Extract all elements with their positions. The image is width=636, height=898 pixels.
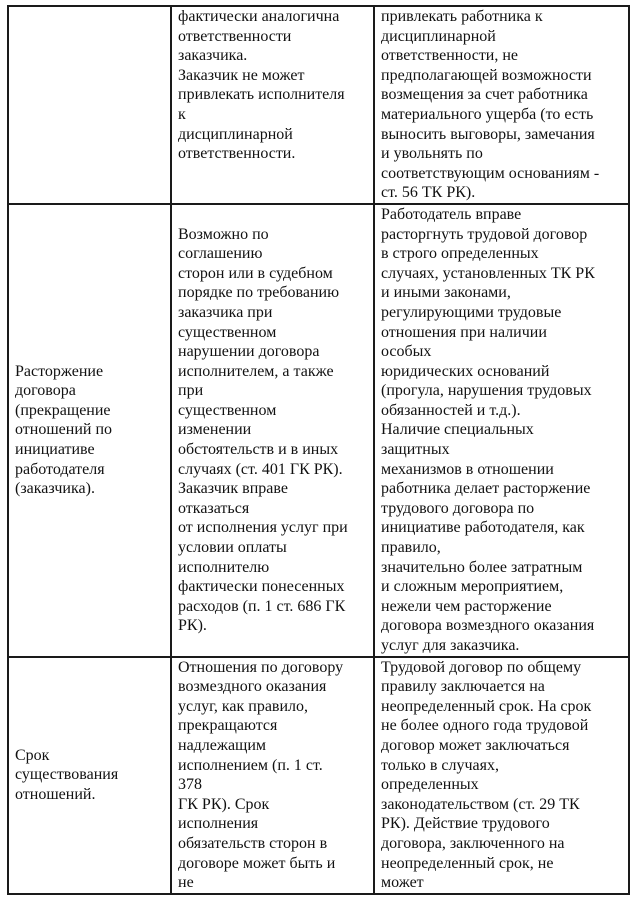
cell-text-line: нарушении договора bbox=[178, 343, 320, 361]
cell-text-line: соглашению bbox=[178, 245, 263, 263]
cell-text-line: исполнением (п. 1 ст. bbox=[178, 756, 323, 774]
cell-text-line: сторон или в судебном bbox=[178, 264, 333, 282]
cell-text-line: расторгнуть трудовой договор bbox=[381, 225, 588, 243]
cell-text-line: договор может заключаться bbox=[381, 736, 570, 754]
cell-text-line: определенных bbox=[381, 776, 479, 794]
cell-text-line: к bbox=[178, 105, 186, 123]
cell-text-line: порядке по требованию bbox=[178, 284, 340, 302]
cell-text-line: РК). bbox=[178, 617, 207, 635]
cell-text-line: Расторжение bbox=[15, 362, 104, 380]
cell-text-line: договора, заключенного на bbox=[381, 834, 565, 852]
cell-text-line: выносить выговоры, замечания bbox=[381, 125, 595, 143]
table-row-termination bbox=[8, 204, 629, 657]
cell-text-line: Наличие специальных bbox=[381, 421, 534, 439]
cell-text-line: фактически аналогична bbox=[178, 8, 340, 25]
cell-text-line: работника делает расторжение bbox=[381, 480, 591, 498]
cell-text-line: исполнителю bbox=[178, 558, 270, 576]
cell-text-line: заказчика. bbox=[178, 47, 248, 65]
labor-contract-cell bbox=[374, 204, 629, 657]
table-row-duration bbox=[8, 657, 629, 894]
cell-text-line: привлекать исполнителя bbox=[178, 86, 345, 104]
cell-text-line: условии оплаты bbox=[178, 539, 287, 557]
cell-text-line: работодателя bbox=[15, 460, 105, 478]
cell-text-line: ст. 56 ТК РК). bbox=[381, 184, 476, 202]
cell-text-line: предполагающей возможности bbox=[381, 66, 592, 84]
criterion-cell bbox=[8, 6, 171, 204]
cell-text-line: услуг, как правило, bbox=[178, 697, 309, 715]
cell-text-line: ответственности, не bbox=[381, 47, 519, 65]
cell-text-line: не bbox=[178, 874, 194, 892]
cell-text-line: Работодатель вправе bbox=[381, 205, 522, 223]
cell-text-line: 378 bbox=[178, 776, 202, 794]
cell-text-line: не более одного года трудовой bbox=[381, 717, 589, 735]
cell-text-line: защитных bbox=[381, 441, 450, 459]
cell-text-line: заказчика при bbox=[178, 303, 273, 321]
table-row-disciplinary bbox=[8, 6, 629, 204]
cell-text-line: Отношения по договору bbox=[178, 658, 344, 676]
criterion-cell bbox=[8, 657, 171, 894]
cell-text-line: соответствующим основаниям - bbox=[381, 164, 600, 182]
cell-text-line: правило, bbox=[381, 539, 441, 557]
cell-text-line: обязательств сторон в bbox=[178, 834, 328, 852]
cell-text-line: исполнителем, а также bbox=[178, 362, 334, 380]
cell-text-line: может bbox=[381, 874, 424, 892]
cell-text-line: ответственности bbox=[178, 27, 292, 45]
cell-text-line: трудового договора по bbox=[381, 499, 535, 517]
cell-text-line: Возможно по bbox=[178, 225, 269, 243]
comparison-table bbox=[7, 5, 630, 895]
cell-text-line: изменении bbox=[178, 421, 252, 439]
labor-contract-cell bbox=[374, 6, 629, 204]
cell-text-line: договора bbox=[15, 382, 76, 400]
cell-text-line: и сложным мероприятием, bbox=[381, 578, 564, 596]
cell-text-line: фактически понесенных bbox=[178, 578, 345, 596]
cell-text-line: правилу заключается на bbox=[381, 678, 545, 696]
services-contract-cell bbox=[171, 657, 374, 894]
cell-text-line: отношений по bbox=[15, 421, 113, 439]
cell-text-line: дисциплинарной bbox=[381, 27, 496, 45]
cell-text-line: отказаться bbox=[178, 499, 250, 517]
cell-text-line: (прогула, нарушения трудовых bbox=[381, 382, 592, 400]
cell-text-line: надлежащим bbox=[178, 736, 267, 754]
criterion-cell bbox=[8, 204, 171, 657]
labor-contract-cell bbox=[374, 657, 629, 894]
cell-text-line: Срок bbox=[15, 746, 50, 764]
cell-text-line: в строго определенных bbox=[381, 245, 539, 263]
cell-text-line: существенном bbox=[178, 401, 277, 419]
cell-text-line: значительно более затратным bbox=[381, 558, 583, 576]
cell-text-line: ответственности. bbox=[178, 145, 296, 163]
cell-text-line: особых bbox=[381, 343, 432, 361]
cell-text-line: (прекращение bbox=[15, 401, 111, 419]
cell-text-line: дисциплинарной bbox=[178, 125, 293, 143]
cell-text-line: расходов (п. 1 ст. 686 ГК bbox=[178, 597, 346, 615]
cell-text-line: услуг для заказчика. bbox=[381, 637, 520, 654]
cell-text-line: (заказчика). bbox=[15, 480, 95, 498]
cell-text-line: договоре может быть и bbox=[178, 854, 336, 872]
cell-text-line: обязанностей и т.д.). bbox=[381, 401, 521, 419]
cell-text-line: инициативе работодателя, как bbox=[381, 519, 585, 537]
cell-text-line: Заказчик не может bbox=[178, 66, 305, 84]
cell-text-line: при bbox=[178, 382, 204, 400]
cell-text-line: неопределенный срок. На срок bbox=[381, 697, 592, 715]
cell-text-line: случаях, установленных ТК РК bbox=[381, 264, 595, 282]
cell-text-line: Трудовой договор по общему bbox=[381, 658, 582, 676]
cell-text-line: прекращаются bbox=[178, 717, 278, 735]
cell-text-line: обстоятельств и в иных bbox=[178, 441, 339, 459]
cell-text-line: отношений. bbox=[15, 785, 96, 803]
cell-text-line: отношения при наличии bbox=[381, 323, 547, 341]
cell-text-line: возмещения за счет работника bbox=[381, 86, 588, 104]
cell-text-line: случаях (ст. 401 ГК РК). bbox=[178, 460, 343, 478]
cell-text-line: ГК РК). Срок bbox=[178, 795, 270, 813]
cell-text-line: Заказчик вправе bbox=[178, 480, 288, 498]
cell-text-line: возмездного оказания bbox=[178, 678, 327, 696]
cell-text-line: от исполнения услуг при bbox=[178, 519, 348, 537]
cell-text-line: существенном bbox=[178, 323, 277, 341]
cell-text-line: РК). Действие трудового bbox=[381, 815, 550, 833]
cell-text-line: механизмов в отношении bbox=[381, 460, 554, 478]
cell-text-line: только в случаях, bbox=[381, 756, 499, 774]
cell-text-line: нежели чем расторжение bbox=[381, 597, 552, 615]
cell-text-line: и увольнять по bbox=[381, 145, 483, 163]
cell-text-line: исполнения bbox=[178, 815, 259, 833]
cell-text-line: инициативе bbox=[15, 441, 95, 459]
cell-text-line: договора возмездного оказания bbox=[381, 617, 595, 635]
cell-text-line: и иными законами, bbox=[381, 284, 511, 302]
cell-text-line: законодательством (ст. 29 ТК bbox=[381, 795, 580, 813]
cell-text-line: существования bbox=[15, 766, 119, 784]
cell-text-line: неопределенный срок, не bbox=[381, 854, 554, 872]
cell-text-line: привлекать работника к bbox=[381, 8, 543, 25]
services-contract-cell bbox=[171, 6, 374, 204]
cell-text-line: материального ущерба (то есть bbox=[381, 105, 594, 123]
cell-text-line: юридических оснований bbox=[381, 362, 550, 380]
services-contract-cell bbox=[171, 204, 374, 657]
cell-text-line: регулирующими трудовые bbox=[381, 303, 562, 321]
